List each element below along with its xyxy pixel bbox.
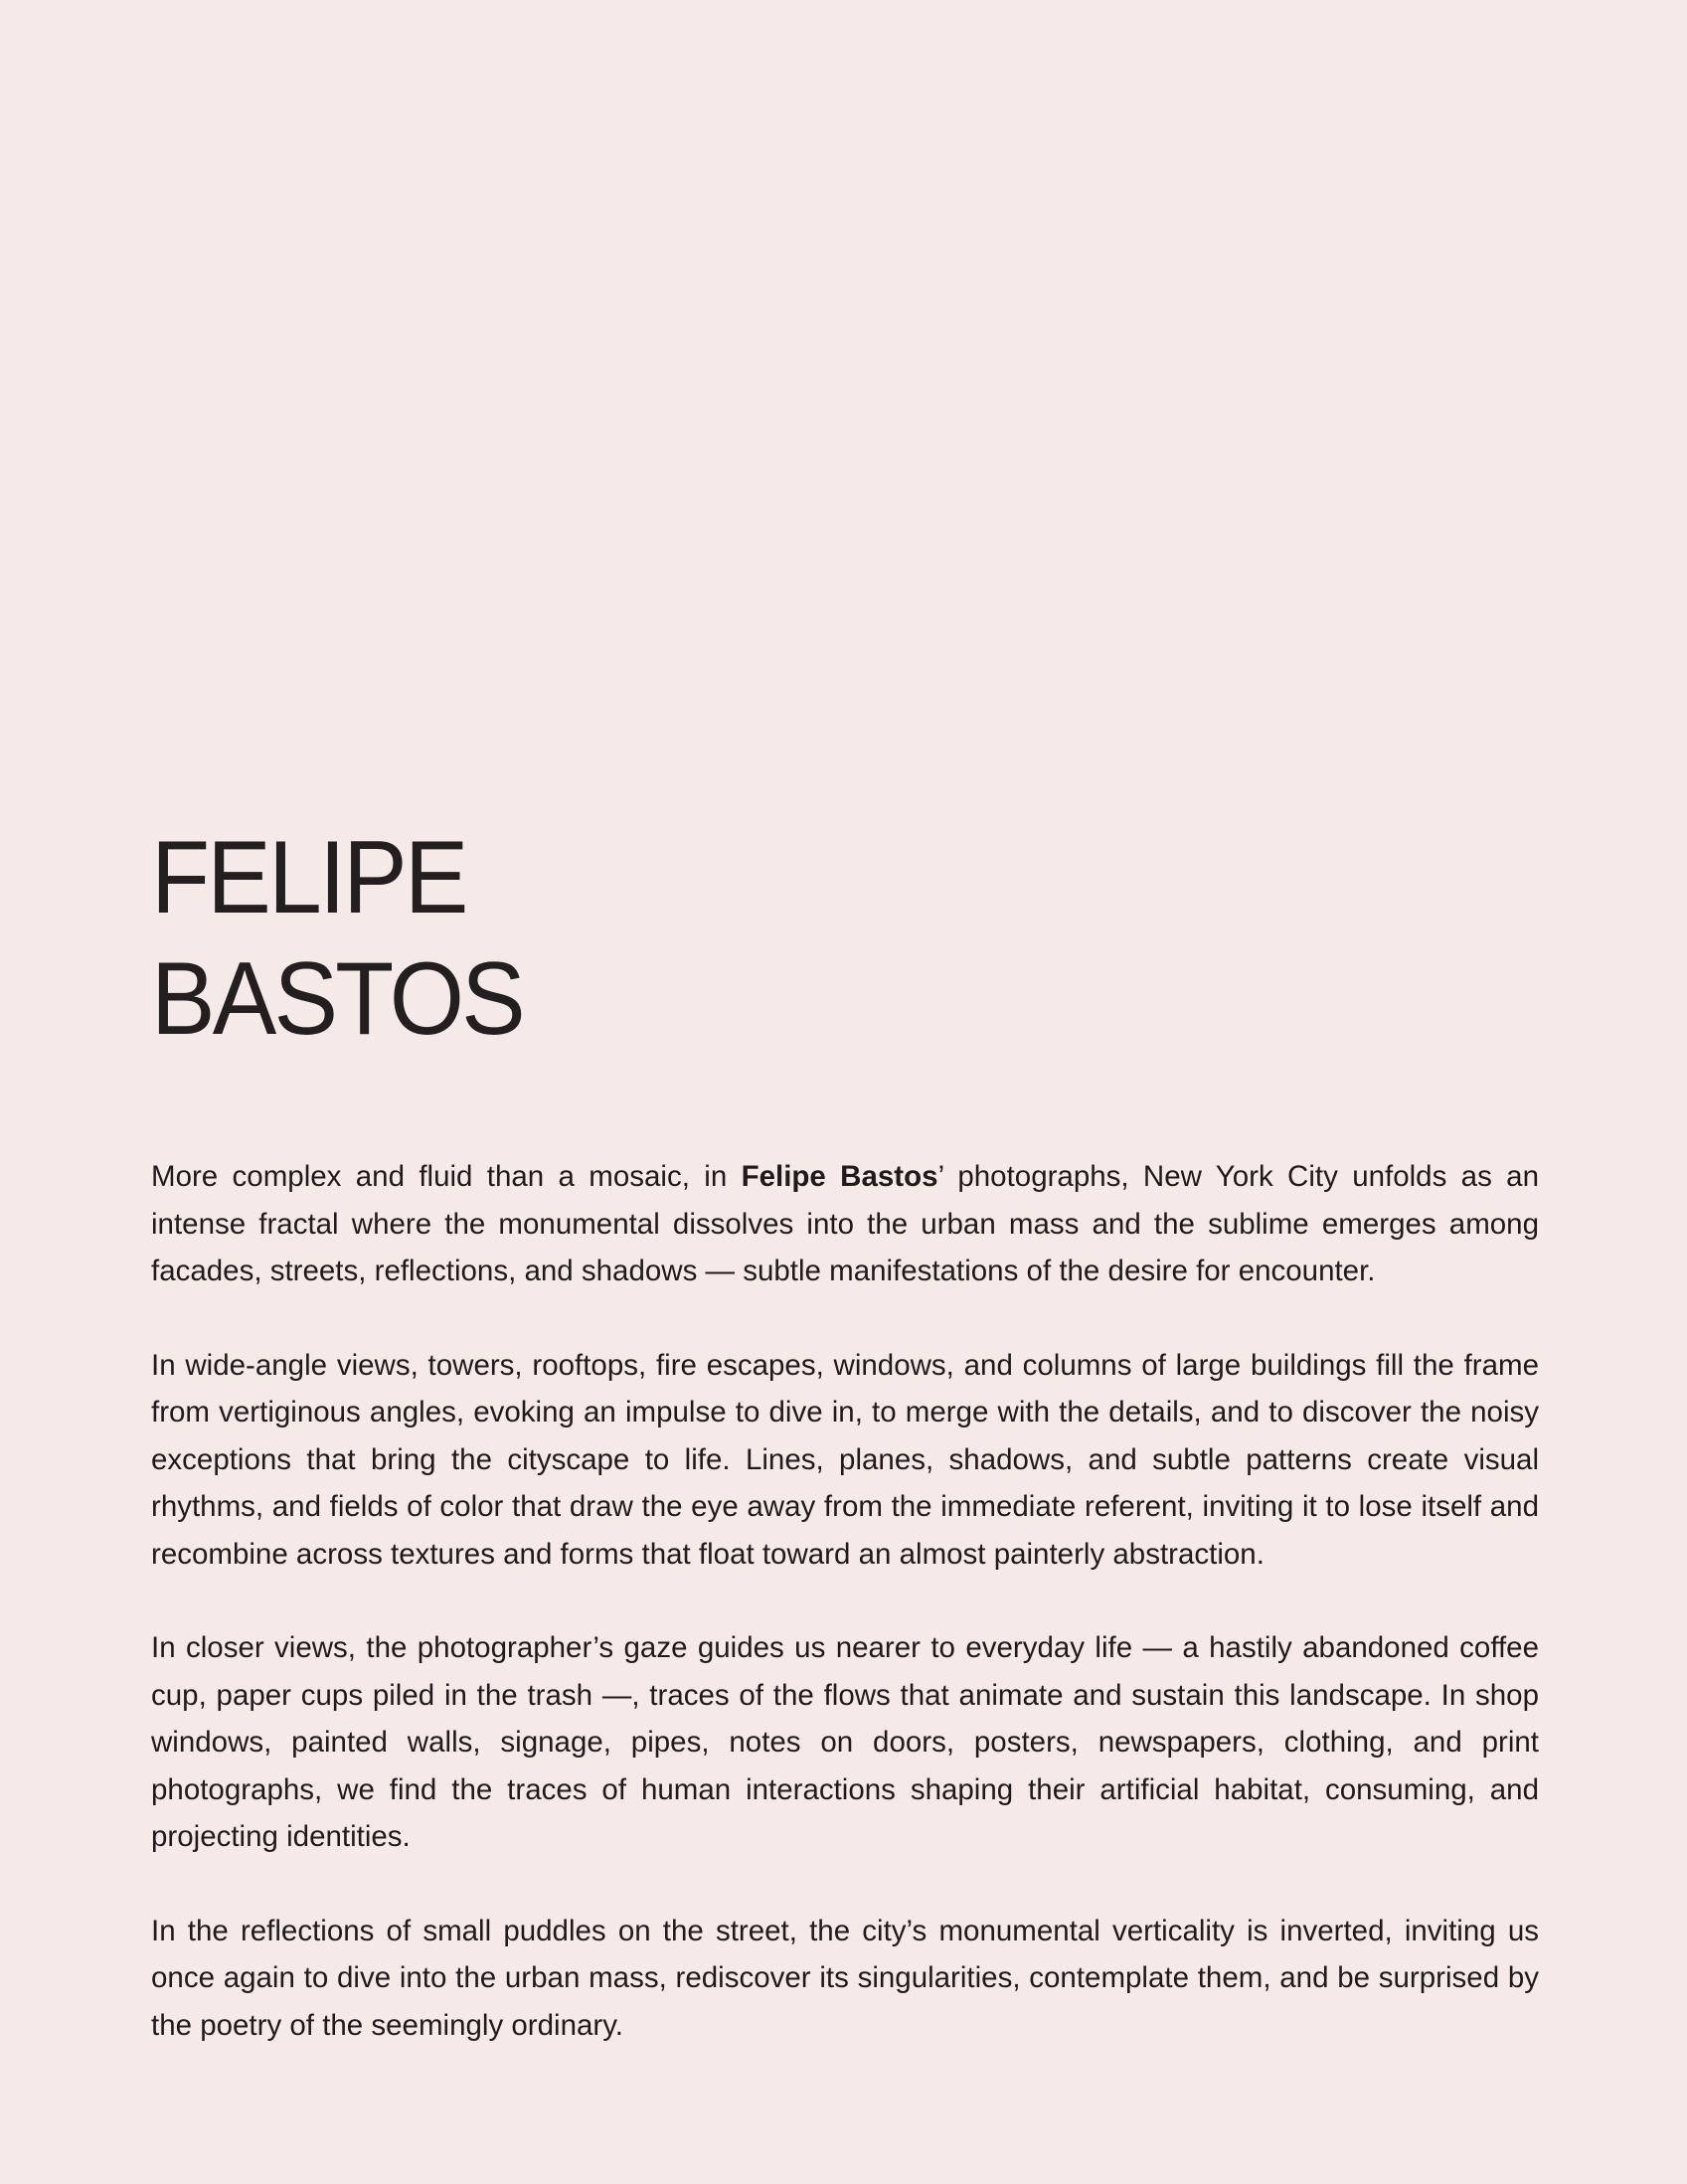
paragraph-2: In wide-angle views, towers, rooftops, fire escapes, windows, and columns of large buildings fill the frame from vertiginous angles, evoking an impulse to dive in, to merge with the details, and to discover the noisy exceptions that bring the cityscape to life. Lines, planes, shadows, and subtle patterns create visual rhythms, and fields of color that draw the eye away from the immediate referent, inviting it to lose itself and recombine across textures and forms that float toward an almost painterly abstraction. (151, 1348, 1539, 1571)
title-line-1: FELIPE (151, 820, 466, 935)
paragraph-4: In the reflections of small puddles on the street, the city’s monumental verticality is inverted, inviting us once again to dive into the urban mass, rediscover its singularities, contemplate them, and be surprised by the poetry of the seemingly ordinary. (151, 1914, 1539, 2042)
page-title (151, 817, 523, 1060)
title-line-2: BASTOS (151, 941, 523, 1057)
body-text (151, 1153, 1539, 2096)
paragraph-1-lead: More complex and fluid than a mosaic, in (151, 1160, 742, 1193)
paragraph-1 (151, 1153, 1539, 1295)
paragraph-1-rest: ’ photographs, New York City unfolds as an intense fractal where the monumental dissolves into the urban mass and the sublime emerges among facades, streets, reflections, and shadows — subtle manifestations of the desire for encounter. (151, 1160, 1539, 1287)
artist-name: Felipe Bastos (741, 1160, 938, 1193)
paragraph-3: In closer views, the photographer’s gaze guides us nearer to everyday life — a hastily abandoned coffee cup, paper cups piled in the trash —, traces of the flows that animate and sustain this landscape. In shop windows, painted walls, signage, pipes, notes on doors, posters, newspapers, clothing, and print photographs, we find the traces of human interactions shaping their artificial habitat, consuming, and projecting identities. (151, 1631, 1539, 1853)
